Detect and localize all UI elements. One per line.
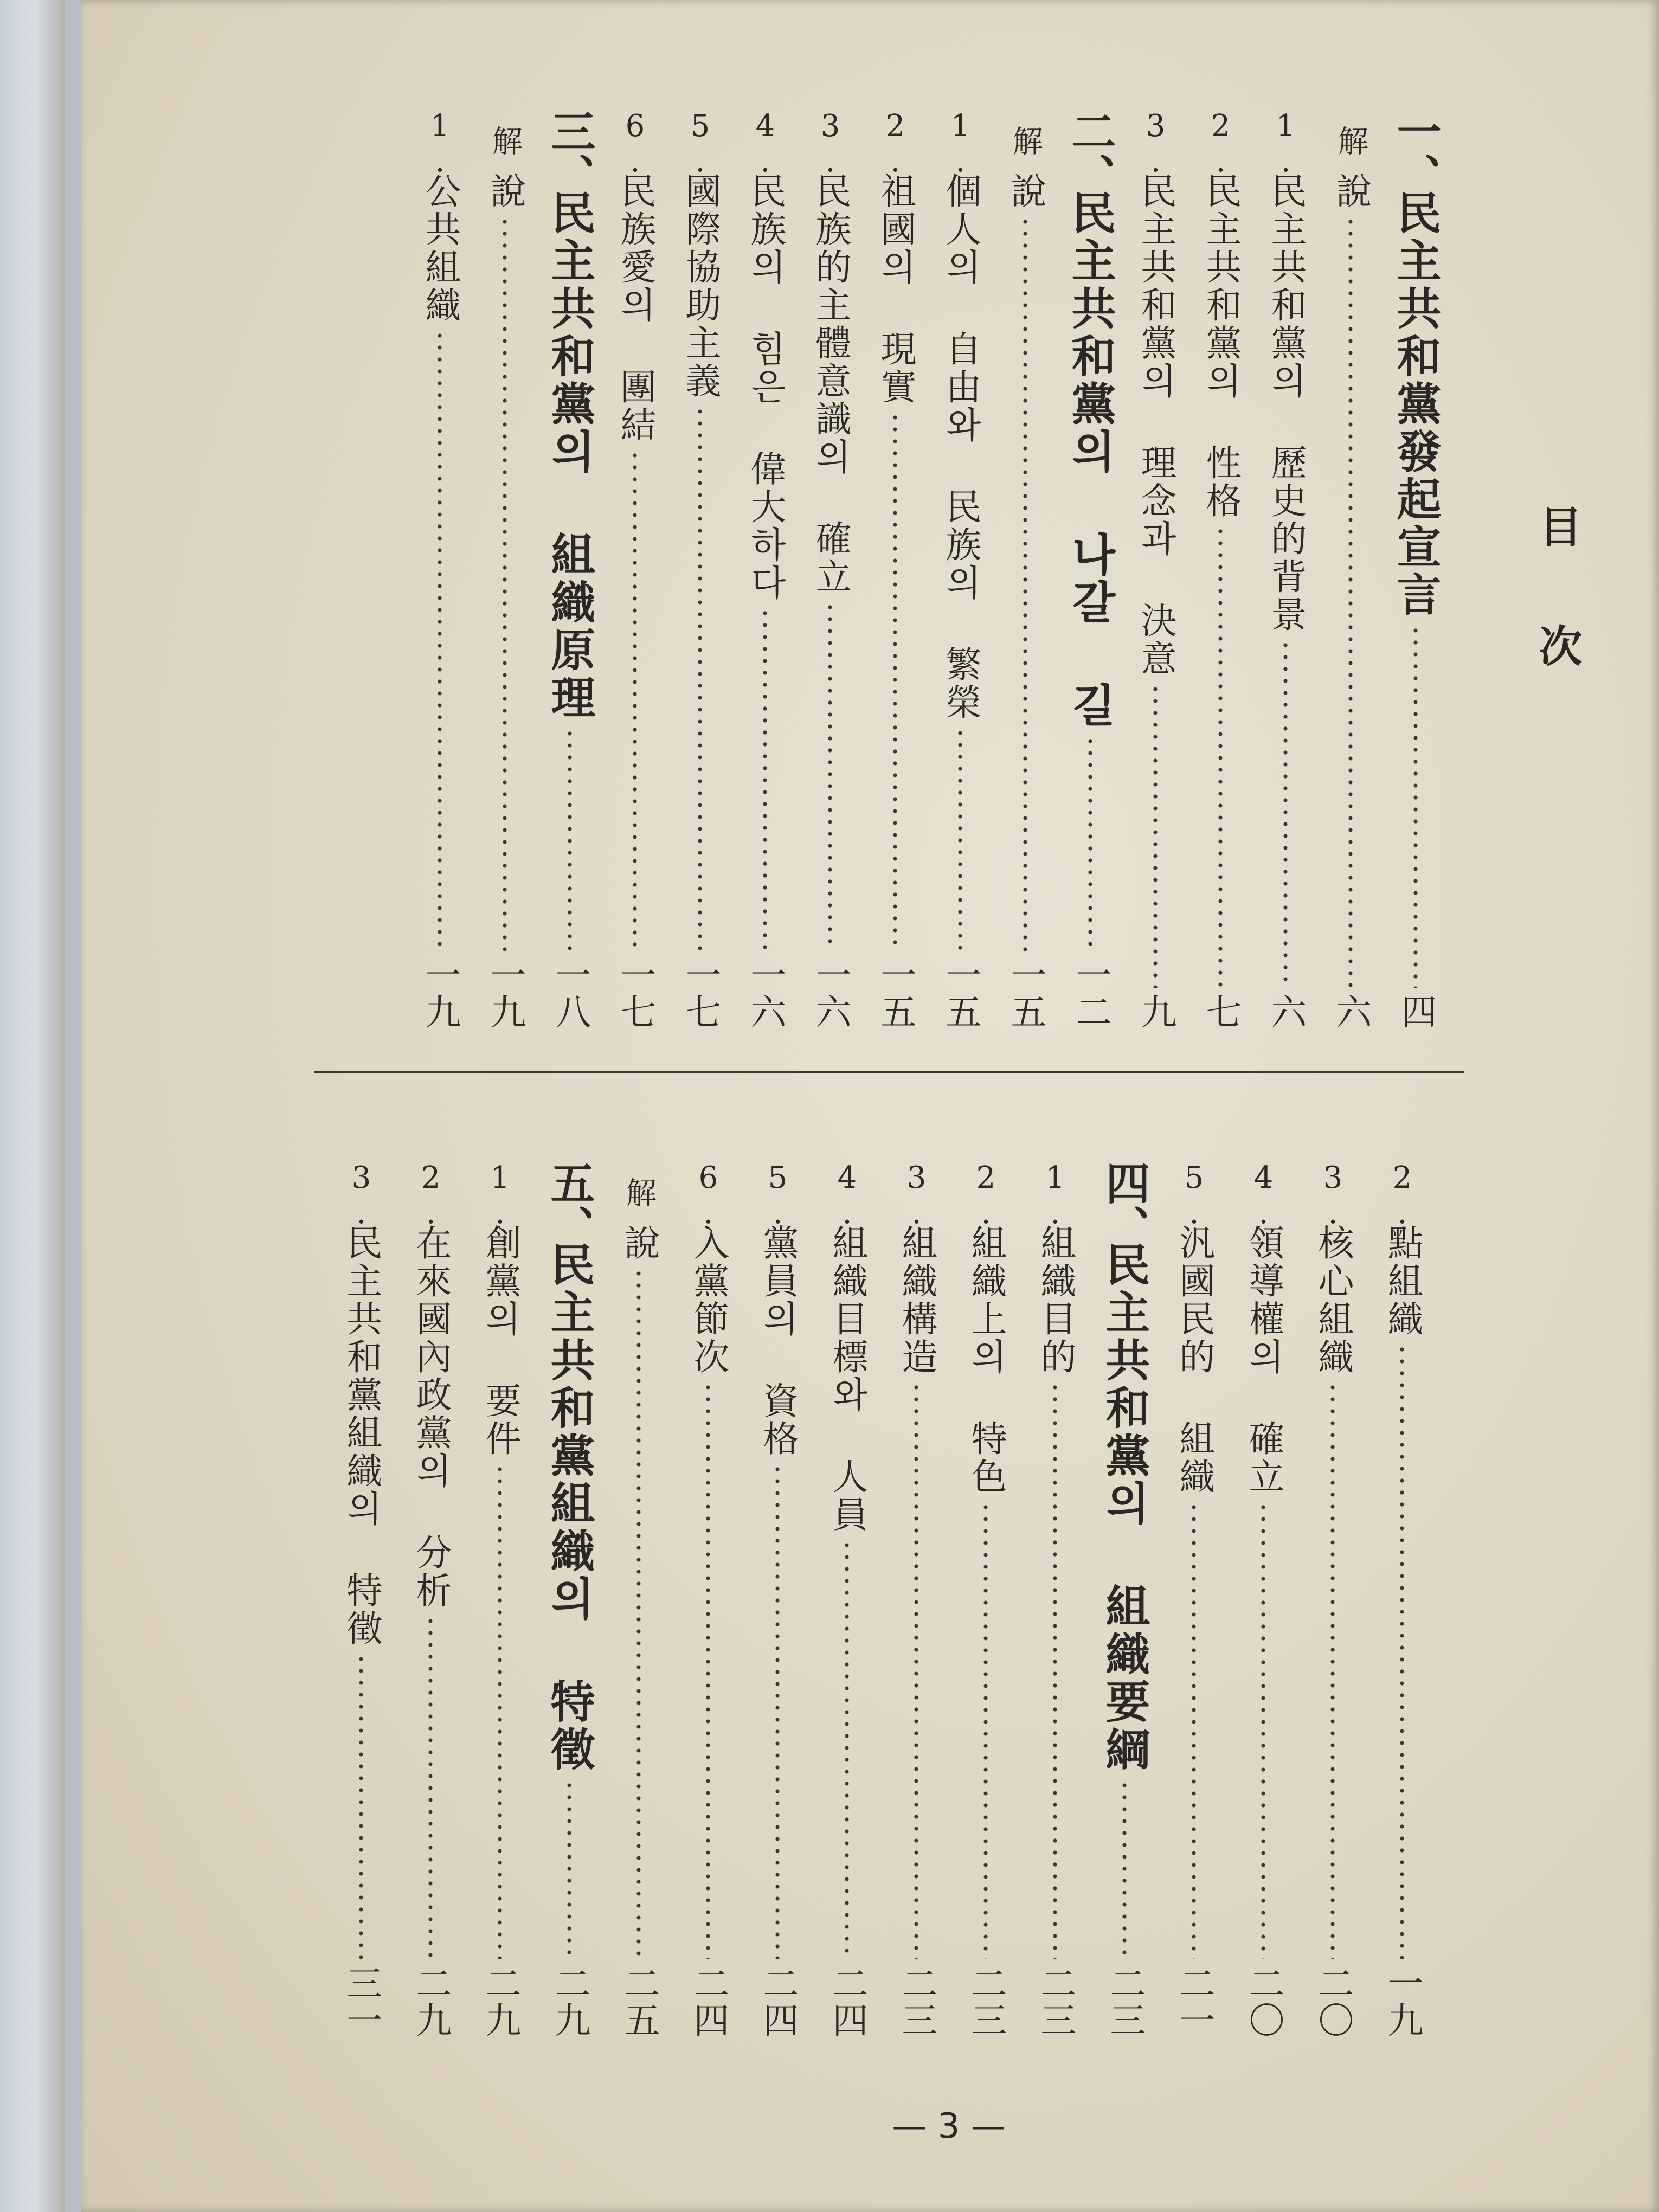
page-reference: 一九 — [1381, 1965, 1423, 2039]
dot-leader — [1052, 1381, 1058, 1959]
entry-title: 說 — [1005, 172, 1046, 210]
section-title: 民主共和黨組織의 特徵 — [543, 1242, 595, 1774]
entry-number: 3. — [1315, 1160, 1351, 1231]
entry-title: 組織目的 — [1034, 1224, 1076, 1376]
toc-entry — [735, 108, 795, 1030]
dot-leader — [1330, 1381, 1335, 1959]
toc-title: 目次 — [1532, 504, 1583, 743]
toc-entry — [331, 1160, 391, 2039]
dot-leader — [844, 1539, 850, 1959]
page-reference: 三一 — [340, 1965, 382, 2039]
entry-number: 5. — [683, 108, 718, 179]
toc-entry — [539, 1160, 600, 2039]
page-reference: 六 — [1265, 993, 1307, 1030]
page-reference: 二〇 — [1312, 1965, 1354, 2039]
dot-leader — [1088, 735, 1093, 951]
entry-number: 1. — [943, 108, 978, 179]
toc-entry — [865, 108, 925, 1030]
entry-number: 6. — [618, 108, 653, 179]
entry-number: 1. — [422, 108, 458, 179]
page-reference: 一五 — [940, 956, 981, 1030]
toc-entry — [678, 1160, 738, 2039]
dot-leader — [775, 1463, 780, 1959]
toc-bottom-half — [0, 1160, 1659, 2082]
entry-number: 2. — [1203, 108, 1238, 179]
page-reference: 一二 — [1070, 956, 1111, 1030]
entry-number: 3. — [1138, 108, 1173, 179]
entry-title: 點組織 — [1381, 1224, 1423, 1338]
dot-leader — [1023, 216, 1028, 951]
toc-entry — [470, 1160, 530, 2039]
dot-leader — [358, 1653, 364, 1959]
dot-leader — [705, 1381, 711, 1959]
entry-title: 領導權의 確立 — [1243, 1224, 1284, 1496]
entry-number: 2. — [413, 1160, 448, 1231]
entry-title: 說 — [484, 172, 526, 210]
toc-entry — [1125, 108, 1186, 1030]
toc-entry — [747, 1160, 808, 2039]
dot-leader — [1283, 639, 1288, 988]
entry-title: 創黨의 要件 — [479, 1224, 521, 1458]
section-number: 四、 — [1098, 1160, 1150, 1249]
entry-title: 民族의 힘은 偉大하다 — [744, 172, 786, 602]
page-reference: 四 — [1395, 993, 1437, 1030]
dot-leader — [983, 1501, 988, 1959]
toc-entry — [1255, 108, 1316, 1030]
dot-leader — [428, 1615, 433, 1959]
dot-leader — [437, 330, 442, 951]
toc-entry — [1302, 1160, 1363, 2039]
dot-leader — [1191, 1501, 1197, 1959]
divider-line — [314, 1071, 1464, 1073]
dot-leader — [1261, 1501, 1266, 1959]
entry-number: 解 — [621, 1177, 657, 1207]
toc-entry — [605, 108, 665, 1030]
toc-entry — [409, 108, 470, 1030]
page-reference: 一六 — [744, 956, 786, 1030]
entry-title: 組織目標와 人員 — [826, 1224, 868, 1534]
entry-number: 4. — [829, 1160, 865, 1231]
toc-entry — [400, 1160, 461, 2039]
page-reference: 一五 — [874, 956, 916, 1030]
page-reference: 二三 — [896, 1965, 937, 2039]
entry-number: 2. — [1385, 1160, 1420, 1231]
section-number: 一、 — [1390, 108, 1442, 197]
toc-entry — [930, 108, 991, 1030]
page-reference: 二三 — [1034, 1965, 1076, 2039]
toc-entry — [1025, 1160, 1085, 2039]
entry-number: 解 — [1008, 125, 1043, 156]
dot-leader — [1413, 625, 1418, 988]
page-reference: 六 — [1330, 993, 1372, 1030]
entry-title: 民主共和黨의 性格 — [1200, 172, 1242, 520]
entry-number: 4. — [1246, 1160, 1281, 1231]
entry-number: 6. — [691, 1160, 726, 1231]
page-reference: 二四 — [826, 1965, 868, 2039]
page-reference: 一八 — [549, 956, 591, 1030]
entry-title: 汎國民的 組織 — [1173, 1224, 1215, 1496]
entry-number: 2. — [878, 108, 913, 179]
page-reference: 一九 — [484, 956, 526, 1030]
toc-entry — [995, 108, 1056, 1030]
page-reference: 一九 — [419, 956, 461, 1030]
page-reference: 七 — [1200, 993, 1242, 1030]
toc-entry — [955, 1160, 1016, 2039]
section-title: 民主共和黨發起宣言 — [1390, 190, 1442, 619]
section-number: 二、 — [1064, 108, 1116, 197]
toc-entry — [1385, 108, 1446, 1030]
dot-leader — [1153, 683, 1158, 988]
dot-leader — [1122, 1779, 1127, 1959]
entry-title: 組織上의 特色 — [965, 1224, 1007, 1496]
toc-entry — [886, 1160, 947, 2039]
page-reference: 二四 — [757, 1965, 799, 2039]
entry-number: 5. — [760, 1160, 795, 1231]
dot-leader — [632, 449, 638, 951]
page-reference: 一七 — [614, 956, 656, 1030]
entry-number: 解 — [487, 125, 523, 156]
toc-entry — [608, 1160, 669, 2039]
entry-title: 說 — [1330, 172, 1372, 210]
dot-leader — [697, 406, 703, 951]
dot-leader — [957, 727, 963, 951]
page-reference: 二九 — [549, 1965, 590, 2039]
dot-leader — [827, 601, 833, 951]
page-reference: 二〇 — [1243, 1965, 1284, 2039]
page-reference: 二三 — [1104, 1965, 1146, 2039]
toc-entry — [670, 108, 730, 1030]
dot-leader — [892, 411, 898, 951]
toc-top-half — [0, 108, 1659, 1030]
entry-title: 民族的主體意識의 確立 — [809, 172, 851, 596]
entry-number: 4. — [748, 108, 783, 179]
entry-number: 3. — [899, 1160, 934, 1231]
entry-title: 民族愛의 團結 — [614, 172, 656, 444]
toc-entry — [1190, 108, 1251, 1030]
entry-title: 組織構造 — [896, 1224, 937, 1376]
toc-entry — [816, 1160, 877, 2039]
page-number-footer: — 3 — — [892, 2106, 1006, 2146]
section-title: 民主共和黨의 組織要綱 — [1098, 1242, 1150, 1774]
toc-entry — [1060, 108, 1121, 1030]
entry-title: 核心組織 — [1312, 1224, 1354, 1376]
entry-title: 入黨節次 — [687, 1224, 729, 1376]
toc-entry — [539, 108, 600, 1030]
dot-leader — [1399, 1343, 1405, 1959]
toc-entry — [800, 108, 860, 1030]
dot-leader — [914, 1381, 919, 1959]
page-reference: 一七 — [679, 956, 721, 1030]
toc-entry — [1163, 1160, 1224, 2039]
entry-title: 民主共和黨의 歷史的背景 — [1265, 172, 1307, 634]
toc-entry — [1372, 1160, 1432, 2039]
dot-leader — [1218, 525, 1223, 988]
entry-title: 公共組織 — [419, 172, 461, 324]
entry-title: 民主共和黨組織의 特徵 — [340, 1224, 382, 1648]
entry-number: 1. — [1038, 1160, 1073, 1231]
dot-leader — [1348, 216, 1353, 988]
entry-title: 說 — [618, 1224, 660, 1262]
toc-entry — [1094, 1160, 1155, 2039]
dot-leader — [636, 1268, 641, 1959]
page-reference: 二三 — [965, 1965, 1007, 2039]
entry-number: 3. — [813, 108, 848, 179]
entry-title: 黨員의 資格 — [757, 1224, 799, 1458]
dot-leader — [567, 728, 573, 951]
page-reference: 二九 — [479, 1965, 521, 2039]
page-reference: 二五 — [618, 1965, 660, 2039]
entry-title: 祖國의 現實 — [874, 172, 916, 406]
entry-title: 個人의 自由와 民族의 繁榮 — [940, 172, 981, 722]
entry-title: 民主共和黨의 理念과 決意 — [1135, 172, 1176, 678]
entry-number: 2. — [968, 1160, 1004, 1231]
dot-leader — [762, 607, 768, 951]
page-reference: 九 — [1135, 993, 1176, 1030]
section-number: 三、 — [544, 108, 596, 197]
page-reference: 二九 — [410, 1965, 452, 2039]
entry-number: 解 — [1333, 125, 1368, 156]
page-reference: 二四 — [687, 1965, 729, 2039]
section-title: 民主共和黨의 組織原理 — [544, 190, 596, 722]
page-reference: 二一 — [1173, 1965, 1215, 2039]
dot-leader — [567, 1779, 572, 1959]
page-reference: 一六 — [809, 956, 851, 1030]
toc-entry — [1320, 108, 1381, 1030]
section-title: 民主共和黨의 나갈 길 — [1064, 190, 1116, 730]
page-reference: 一五 — [1005, 956, 1046, 1030]
entry-number: 3. — [344, 1160, 379, 1231]
entry-title: 在來國內政黨의 分析 — [410, 1224, 452, 1610]
toc-entry — [1233, 1160, 1294, 2039]
section-number: 五、 — [543, 1160, 595, 1249]
entry-number: 5. — [1176, 1160, 1212, 1231]
entry-title: 國際協助主義 — [679, 172, 721, 400]
toc-entry — [474, 108, 535, 1030]
dot-leader — [502, 216, 507, 951]
entry-number: 1. — [1268, 108, 1303, 179]
entry-number: 1. — [483, 1160, 518, 1231]
dot-leader — [497, 1463, 503, 1959]
